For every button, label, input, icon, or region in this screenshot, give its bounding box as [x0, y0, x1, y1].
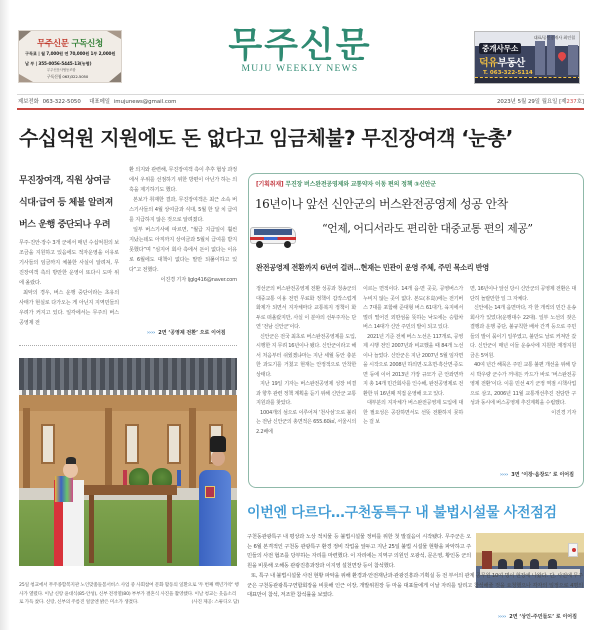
issue-suffix: 호]: [576, 99, 584, 105]
subscription-account-holder: 무주신문사협동조합: [47, 68, 76, 72]
realty-label: 중개사무소: [479, 43, 521, 54]
ad-corner-decoration: [19, 74, 33, 82]
subscription-payment: 납 부 | 355-0056-5445-13(농협): [25, 61, 92, 66]
continued-link[interactable]: [147, 329, 226, 336]
table-leg: [89, 495, 94, 563]
continued-label: 2면 ‘공영제 전환’ 으로 이어짐: [158, 330, 226, 336]
paragraph: 면, 16년이나 앞선 당시 신안군의 공영제 전환은 대단히 놀랄만한 일 그 자체다.: [470, 286, 576, 302]
groom-figure: [199, 470, 231, 566]
ad-corner-decoration: [109, 72, 121, 82]
paragraph: 40여 년간 해묵은 주민 교통 불편 개선을 위해 당시 박우량 군수가 꺼내든 카드가 바로 ‘버스완전공영제 전환’이다. 이를 민선 4기 군정 역점 시책사업으로 삼고, 2006년 11월 교통개선추진 전담반 구성과 동시에 버스공영제 추진계획을 수립했다.: [470, 362, 576, 406]
paragraph: 구천동관광특구 내 평상과 노상 적치물 등 불법시설물 정비를 위한 첫 발걸음이 시작됐다. 무주군은 오는 6월 본격적인 구천동 관광특구 환경 정비 작업을 앞두고 지난 25일 불법 시설물 현황을 파악하고 주민들의 사전 협조를 당부하는 자리를 마련했다. 이 자리에는 지역구 의원인 오광석, 문은영, 황인동 군의원을 비롯해 오해동 관광진흥과장과 이지영 설천면장 등이 참석했다.: [247, 534, 471, 570]
ad-title-green: 구독신청: [71, 39, 103, 49]
logo-english: MUJU WEEKLY NEWS: [241, 64, 359, 74]
building-icon: [535, 41, 545, 75]
main-headline[interactable]: 수십억원 지원에도 돈 없다고 임금체불? 무진장여객 ‘눈총’: [19, 126, 513, 150]
email-link[interactable]: imujunews@gmail.com: [113, 99, 177, 105]
byline: 이진경 기자: [551, 409, 576, 416]
lead-subhead: 무진장여객, 직원 상여금: [19, 176, 111, 186]
bus-icon: [250, 225, 298, 249]
continued-link[interactable]: [498, 613, 577, 620]
paragraph: 2021년 기준 전체 버스 노선은 117개로, 공영제 시행 전인 2007년과 비교했을 때 84개 노선이나 늘었다. 신안군은 지난 2007년 5월 임자면을 시작으로 2008년 하의면·도초면·흑산면·증도면 등에 이어 2013년 가장 규모가 큰 안좌면까지 총 14개 민간회사를 인수해, 완전공영제로 전환한 뒤 16년째 직접 운영해 오고 있다.: [363, 333, 463, 397]
report-subtitle: 완전공영제 전환까지 6년여 걸려…현재는 민관이 운영 주체, 주민 목소리 반영: [256, 263, 489, 272]
realty-name-highlight: 덕유: [479, 58, 498, 69]
report-column-1: [256, 285, 356, 437]
arrow-icon: ››››: [498, 614, 507, 620]
arrow-icon: ››››: [500, 472, 509, 478]
pillar: [105, 408, 112, 488]
ceremony-table: [83, 485, 177, 495]
door: [167, 424, 181, 464]
groom-embroidery: [205, 486, 215, 498]
issue-info: [497, 97, 584, 105]
realty-name: [479, 54, 525, 69]
hanok-beam: [19, 395, 237, 411]
door: [125, 424, 139, 464]
bottom-article-body: [247, 533, 583, 601]
page-edge-shadow: [0, 0, 10, 630]
paragraph: 대부분의 지자체가 버스완전공영제 도입에 대한 필요성은 공감하면서도 선뜻 전환하지 못하는 걸 보: [363, 400, 463, 425]
lead-subhead: 식대·급여 등 체불 알려져: [19, 198, 113, 208]
logo-korean: 무주신문: [228, 25, 372, 66]
paragraph: 또, 특구 내 불법시설물 사전 현황 파악을 위해 환경과·안전재난과·관광진흥과·기획실 등 전 부서의 관계 공무원 10여 명이 현장에 나왔다. 단, 사전에 무주군은 구천동관광특구연합회장을 비롯해 인근 이장, 개발위원장 등 마을 대표들에게 이날 자리를 알리고 참석해줄 것을 요청했으나 각자의 일정으로 4명의 대표만이 참석, 저조한 참석률을 보였다.: [247, 572, 583, 599]
continued-label: 3면 ‘이장·읍장도’ 로 이어짐: [511, 472, 574, 478]
realty-name-rest: 부동산: [497, 58, 525, 69]
bottom-article-title[interactable]: 이번엔 다르다…구천동특구 내 불법시설물 사전점검: [247, 505, 557, 521]
email-label: 대표메일: [89, 99, 111, 105]
paragraph: 환 의지와 관련해, 무진장여객 측이 추후 협상 과정에서 우위를 선점하기 위한 방편이 아닌가 하는 의혹을 제기하기도 했다.: [129, 167, 237, 193]
door: [41, 424, 55, 464]
hanok-roof: [19, 358, 237, 392]
divider: [17, 94, 584, 95]
subscription-ad[interactable]: [18, 30, 122, 83]
groom-head: [211, 450, 225, 466]
report-column-2: [363, 285, 463, 428]
photo-credit: (사진 제공: 스튜디오 담): [191, 600, 239, 606]
report-title[interactable]: 16년이나 앞선 신안군의 버스완전공영제 성공 안착: [255, 197, 508, 211]
building-icon: [547, 35, 555, 75]
realty-phone: T. 063-322-5114: [483, 70, 533, 76]
pillar: [23, 408, 30, 488]
realty-ad[interactable]: [474, 31, 580, 84]
subscription-phone: 구독신청 063)322-5050: [47, 74, 89, 79]
blue-candle: [177, 470, 181, 486]
subscription-fee: 구독료 | 월 7,000원 연 70,000원 1부 2,000원: [25, 51, 116, 56]
issue-prefix: [제: [559, 99, 567, 105]
report-quote: “언제, 어디서라도 편리한 대중교통 편의 제공”: [322, 222, 533, 235]
newspaper-logo[interactable]: [212, 27, 388, 74]
ad-title-red: 무주신문: [37, 39, 69, 49]
contact-info: [18, 97, 176, 105]
arrow-icon: ››››: [147, 330, 156, 336]
phone-number[interactable]: 063-322-5050: [42, 99, 81, 105]
byline: 이진경 기자 ljglg416@naver.com: [160, 277, 237, 283]
paragraph: 무주·진안·장수 3개 군에서 매년 수십억원의 보조금을 지원하고 있음에도 적자운영을 이유로 기사들의 임금까지 체불한 사실이 알려져, 무진장여객 측의 방만한 운영이 또다시 도마 위에 올랐다.: [19, 240, 119, 286]
wedding-photo[interactable]: [19, 358, 237, 566]
paragraph: 이르는 면적이다. 14개 읍·면 곳곳, 공영버스가 누비지 않는 곳이 없다. 본도(本島)에는 전기버스 7대를 포함해 준대형 버스 61대가, 육지에서 멀리 떨어진 외딴섬을 뜻하는 낙도에는 승합차 버스 14대가 신안 주민의 발이 되고 있다.: [363, 286, 463, 330]
plant: [129, 468, 149, 486]
building-icon: [568, 45, 578, 75]
lead-subhead: 버스 운행 중단되나 우려: [19, 220, 111, 230]
red-candle: [123, 470, 127, 486]
continued-link[interactable]: [500, 471, 574, 478]
continued-label: 2면 ‘상인-주민들도’ 로 이어짐: [509, 614, 577, 620]
pillar: [189, 408, 196, 488]
plant: [152, 468, 172, 486]
issue-date: 2023년 5월 29일 월요일: [496, 99, 558, 105]
paragraph: 정선군의 버스완전공영제 전환 성공과 청송군의 대중교통 이용 전면 무료화 정책이 갑작스럽게 화제가 되면서 지자체마다 교통복지 정책이 화두로 떠올랐지만, 사실 이 분야의 선두주자는 단연 ‘전남 신안군’이다.: [256, 286, 356, 330]
paragraph: 최악의 경우, 버스 운행 중단이라는 초유의 사태가 현실로 다가오는 게 아닌지 지역민들의 우려가 커지고 있다. 일각에서는 무주의 버스공영제 전: [19, 290, 119, 326]
bride-sleeve: [55, 476, 73, 502]
caption-text: 25일 청교에서 무주종합복지관 노인맞춤돌봄서비스 사업 중 사회참여 문화 활동의 일환으로 ‘두 번째 백년가약’ 행사가 열렸다. 이날 신랑 윤대식(85·안성), 신부 전정열(80) 부부가 결혼식 사진을 촬영했다. 이날 청교는 웃음소리로 가득 찼다. 신랑, 신부의 주름진 얼굴엔 밝은 미소가 생겼다.: [19, 583, 239, 606]
lead-article-column-2: [129, 165, 237, 285]
subscription-ad-title: [19, 37, 121, 49]
road-decoration: [475, 77, 580, 83]
report-column-3: [470, 285, 576, 418]
table-leg: [167, 495, 172, 563]
lead-article-column-1: [19, 238, 119, 328]
kicker-label: [기획취재]: [256, 181, 284, 188]
bride-head: [63, 462, 78, 478]
paragraph: 신안군은 전국 최초로 버스완전공영제를 도입, 시행한 지 무려 16년이나 됐다. 신안군이라고 해서 처음부터 쉬웠겠냐마는 지난 세월 동안 충분한 과도기를 거쳤고 현재는 안정적으로 안착한 상태다.: [256, 333, 356, 378]
paragraph: 1004개의 섬으로 이루어져 ‘천사섬’으로 불리는 전남 신안군의 총면적은 655.60㎢, 서울시의 2.2배에: [256, 409, 356, 435]
dotted-divider: [19, 345, 237, 346]
report-kicker: [256, 179, 436, 188]
paragraph: 신안에는 14개 읍면마다, 각 한 개씩의 민간 운송회사가 있었다(운행대수 22대). 일부 노선의 잦은 결행과 운행 중단, 불규칙한 배차 간격 등으로 주민들의 발이 묶이기 일쑤였고, 불만도 날로 커져만 갔다. 신안군이 매년 이들 운송사에 지원한 재정지원금은 5억원.: [470, 305, 576, 359]
paragraph: 본보가 취재한 결과, 무진장여객은 최근 소속 버스기사들의 4월 상여금과 식대, 5월 한 달 치 급여를 지급하지 않은 것으로 알려졌다.: [129, 197, 237, 223]
masthead-red-rule: [17, 108, 584, 110]
paragraph: 일부 버스기사에 따르면, “월급 지급일이 훨씬 지났는데도 아직까지 상여금과 5월치 급여를 받지 못했다”며 “심지어 회사 측에서 돈이 없다는 이유로 6월에도 대책이 없다는 말만 되풀이하고 있다”고 전했다.: [129, 227, 237, 273]
location-pin-icon: [556, 50, 567, 61]
groom-hat: [210, 436, 226, 452]
bride-crown: [66, 457, 76, 464]
series-label: 무진장 버스완전공영제와 교통약자 이동 편의 정책 ③신안군: [285, 181, 436, 188]
paragraph: 지난 19일 기자는 버스완전공영제 성장 비결과 향후 관련 정책 계획을 듣기 위해 신안군 교통지원과를 찾았다.: [256, 381, 356, 406]
phone-label: 제보전화: [18, 99, 39, 105]
issue-number: 237: [566, 99, 577, 105]
realty-owner: 대표/공인중개사 최인철: [533, 35, 575, 40]
photo-caption: [19, 582, 239, 608]
